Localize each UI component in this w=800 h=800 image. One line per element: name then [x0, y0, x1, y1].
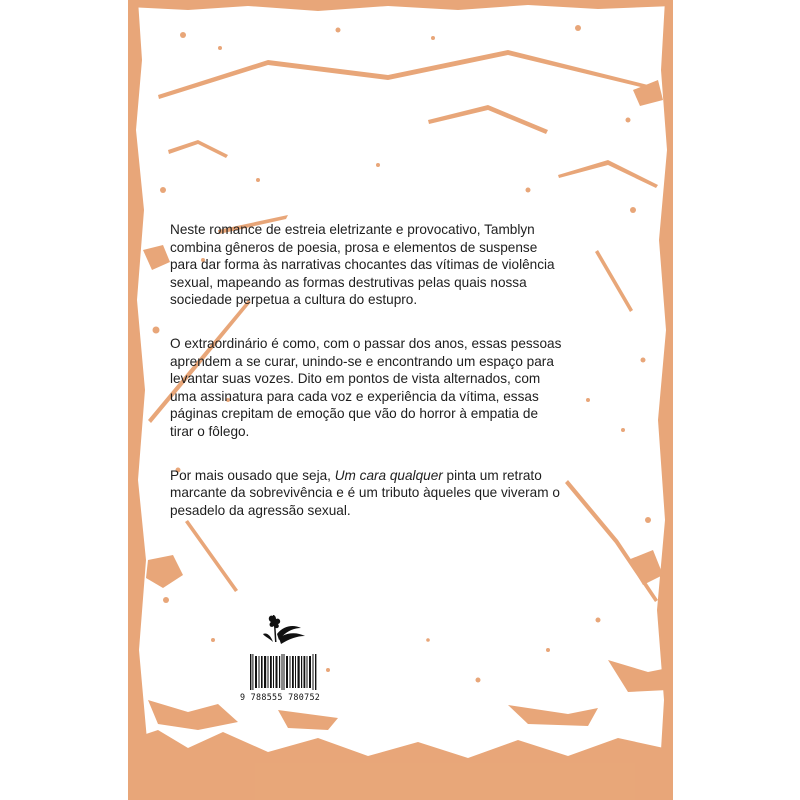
- blurb-paragraph-2: O extraordinário é como, com o passar dos anos, essas pessoas aprendem a se curar, unindo-se e encontrando um espaço para levantar suas vozes. Dito em pontos de vista alternados, com uma assinatura para cada voz e experiência da vítima, essas páginas crepitam de emoção que vão do horror à empatia de tirar o fôlego.: [170, 335, 562, 439]
- back-cover-blurb: [170, 221, 565, 545]
- blurb-paragraph-1: Neste romance de estreia eletrizante e provocativo, Tamblyn combina gêneros de poesia, prosa e elementos de suspense para dar forma às narrativas chocantes das vítimas de violência sexual, mapeando as formas destrutivas pelas quais nossa sociedade perpetua a cultura do estupro.: [170, 222, 555, 308]
- blurb-paragraph-3-end: pinta um retrato marcante da sobrevivência e é um tributo àqueles que viveram o pesadelo da agressão sexual.: [170, 467, 560, 518]
- isbn-number: 9 788555 780752: [240, 692, 321, 702]
- blurb-paragraph-3-start: Por mais ousado que seja,: [170, 467, 335, 483]
- blurb-paragraph-3: [170, 467, 565, 520]
- flower-book-logo-icon: [255, 612, 315, 650]
- book-title: Um cara qualquer: [334, 467, 443, 483]
- barcode-icon: [250, 648, 318, 690]
- barcode-box: [240, 648, 320, 708]
